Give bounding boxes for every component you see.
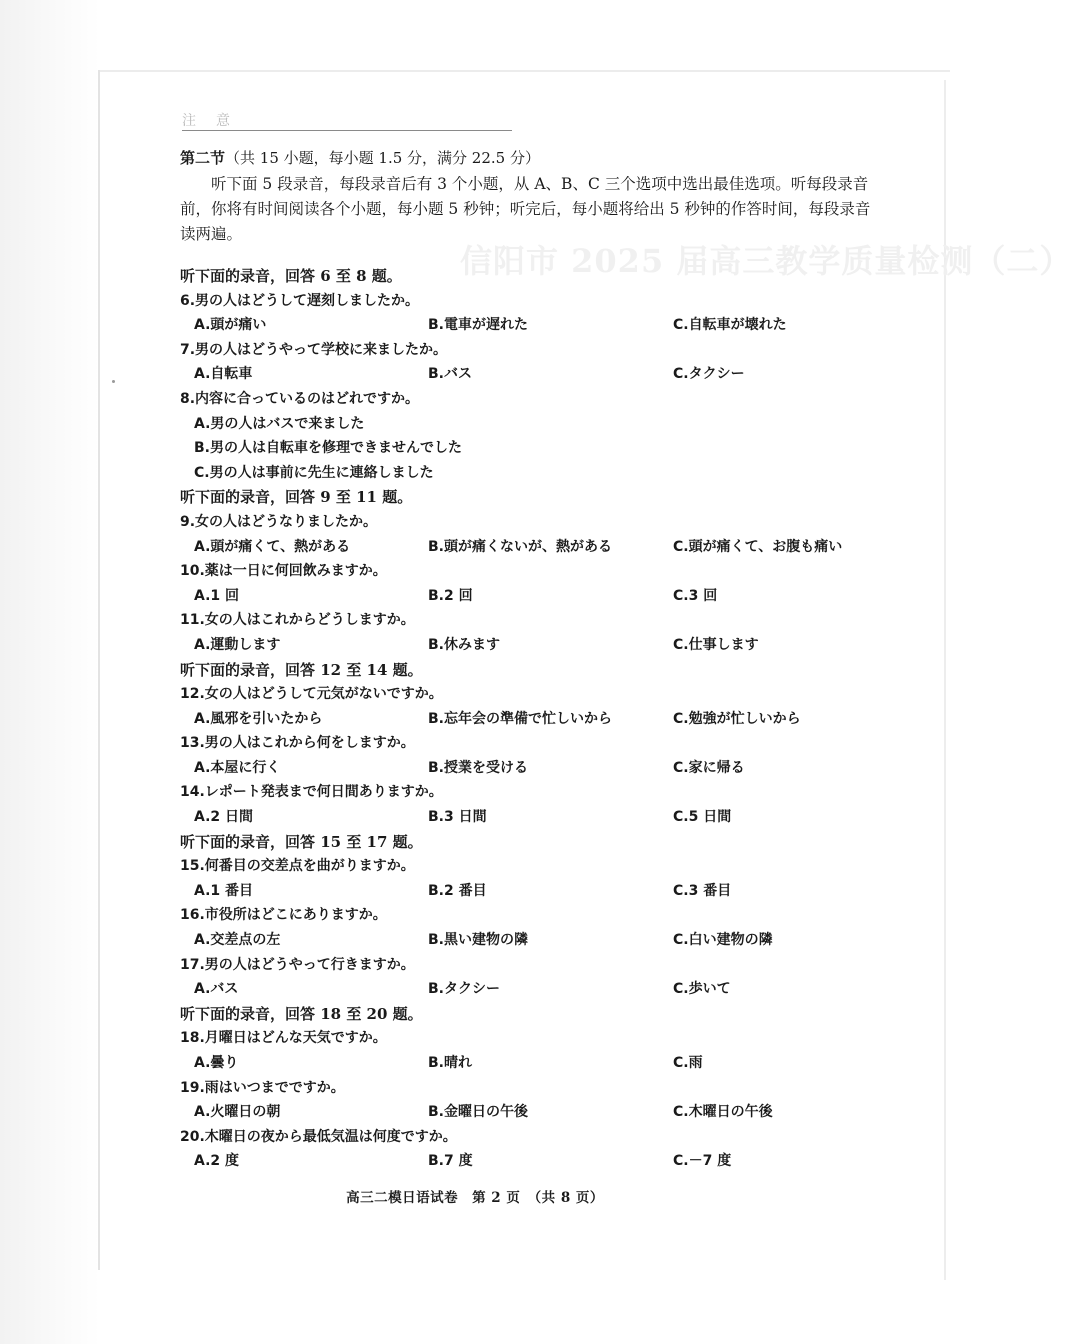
option-row [180, 1100, 880, 1125]
option-row [180, 805, 880, 830]
option-c: C.5 日間 [673, 809, 732, 826]
option-b: B.金曜日の午後 [428, 1104, 528, 1121]
option-a: A.男の人はバスで来ました [194, 415, 365, 432]
option-b: B.7 度 [428, 1153, 473, 1170]
question: 10.薬は一日に何回飲みますか。 [180, 563, 387, 580]
option-b: B.3 日間 [428, 809, 487, 826]
group-heading: 听下面的录音，回答 9 至 11 题。 [180, 488, 413, 507]
option-row [180, 535, 880, 560]
header-remnant [182, 110, 512, 130]
option-row [180, 584, 880, 609]
option-b: B.電車が遅れた [428, 317, 528, 334]
header-mark: 意 [216, 113, 230, 129]
question: 9.女の人はどうなりましたか。 [180, 513, 378, 530]
option-c: C.3 番目 [673, 882, 732, 899]
page-edge-top [100, 70, 950, 72]
option-b: B.休みます [428, 636, 500, 653]
option-a: A.1 回 [194, 587, 240, 604]
bleed-through-title: 信阳市 2025 届高三教学质量检测（二） [460, 242, 1072, 280]
option-b: B.授業を受ける [428, 759, 528, 776]
scan-speck [112, 380, 115, 383]
option-a: A.曇り [194, 1055, 239, 1071]
option-a: A.自転車 [194, 366, 253, 383]
option-a: A.バス [194, 981, 239, 998]
option-a: A.運動します [194, 636, 281, 653]
option-c: C.仕事します [673, 636, 759, 653]
question: 7.男の人はどうやって学校に来ましたか。 [180, 341, 448, 358]
question: 13.男の人はこれから何をしますか。 [180, 735, 415, 752]
option-a: A.火曜日の朝 [194, 1104, 281, 1121]
option-b: B.忘年会の準備で忙しいから [428, 710, 612, 727]
question: 11.女の人はこれからどうしますか。 [180, 612, 415, 629]
section-note: （共 15 小题，每小题 1.5 分，满分 22.5 分） [225, 149, 540, 167]
option-c: C.歩いて [673, 981, 731, 998]
option-b: B.晴れ [428, 1055, 472, 1071]
option-c: C.勉強が忙しいから [673, 710, 801, 727]
group-heading: 听下面的录音，回答 15 至 17 题。 [180, 832, 423, 851]
option-row [180, 977, 880, 1002]
question-list [180, 264, 880, 1174]
section-heading [180, 148, 880, 168]
option-b: B.頭が痛くないが、熱がある [428, 538, 612, 555]
group-heading: 听下面的录音，回答 18 至 20 题。 [180, 1004, 423, 1023]
question: 14.レポート発表まで何日間ありますか。 [180, 784, 443, 801]
question: 15.何番目の交差点を曲がりますか。 [180, 858, 415, 875]
question: 17.男の人はどうやって行きますか。 [180, 956, 415, 973]
option-row [180, 362, 880, 387]
header-rule [182, 130, 512, 131]
option-a: A.1 番目 [194, 882, 254, 899]
option-row [180, 313, 880, 338]
question: 20.木曜日の夜から最低気温は何度ですか。 [180, 1128, 457, 1145]
group-heading: 听下面的录音，回答 12 至 14 题。 [180, 660, 423, 679]
option-c: C.－7 度 [673, 1153, 732, 1170]
option-a: A.頭が痛くて、熱がある [194, 538, 351, 555]
option-row [180, 928, 880, 953]
option-c: C.頭が痛くて、お腹も痛い [673, 538, 843, 555]
option-row [180, 633, 880, 658]
section-title: 第二节 [180, 149, 226, 167]
option-c: C.木曜日の午後 [673, 1104, 773, 1121]
option-a: A.2 日間 [194, 809, 254, 826]
option-c: C.タクシー [673, 366, 745, 383]
option-c: C.自転車が壊れた [673, 317, 787, 334]
question: 16.市役所はどこにありますか。 [180, 907, 387, 924]
option-b: B.黒い建物の隣 [428, 932, 528, 949]
option-a: A.風邪を引いたから [194, 710, 323, 727]
scan-shadow [0, 0, 100, 1344]
question: 18.月曜日はどんな天気ですか。 [180, 1030, 387, 1047]
option-a: A.頭が痛い [194, 317, 267, 334]
option-b: B.2 回 [428, 587, 473, 604]
option-c: C.男の人は事前に先生に連絡しました [194, 464, 434, 481]
question: 19.雨はいつまでですか。 [180, 1079, 345, 1096]
option-a: A.2 度 [194, 1153, 240, 1170]
option-a: A.本屋に行く [194, 759, 281, 776]
option-row [180, 756, 880, 781]
group-heading: 听下面的录音，回答 6 至 8 题。 [180, 267, 402, 285]
option-c: C.3 回 [673, 587, 718, 604]
option-b: B.男の人は自転車を修理できませんでした [194, 440, 462, 457]
page-footer: 高三二模日语试卷 第 2 页 （共 8 页） [346, 1190, 604, 1206]
option-c: C.家に帰る [673, 759, 745, 776]
question: 12.女の人はどうして元気がないですか。 [180, 686, 443, 703]
header-mark: 注 [182, 113, 196, 129]
page-edge-left [98, 70, 100, 1270]
option-row [180, 879, 880, 904]
option-b: B.バス [428, 366, 472, 383]
option-b: B.タクシー [428, 981, 500, 998]
option-row [180, 1149, 880, 1174]
section-instructions: 听下面 5 段录音，每段录音后有 3 个小题，从 A、B、C 三个选项中选出最佳选项。听每段录音前，你将有时间阅读各个小题，每小题 5 秒钟；听完后，每小题将给出 5 秒钟的作答时间，每段录音读两遍。 [180, 175, 871, 243]
question: 8.内容に合っているのはどれですか。 [180, 390, 420, 407]
option-a: A.交差点の左 [194, 932, 281, 949]
option-b: B.2 番目 [428, 882, 487, 899]
question: 6.男の人はどうして遅刻しましたか。 [180, 292, 420, 309]
option-row [180, 1051, 880, 1076]
option-c: C.雨 [673, 1055, 703, 1071]
option-row [180, 707, 880, 732]
option-c: C.白い建物の隣 [673, 932, 773, 949]
